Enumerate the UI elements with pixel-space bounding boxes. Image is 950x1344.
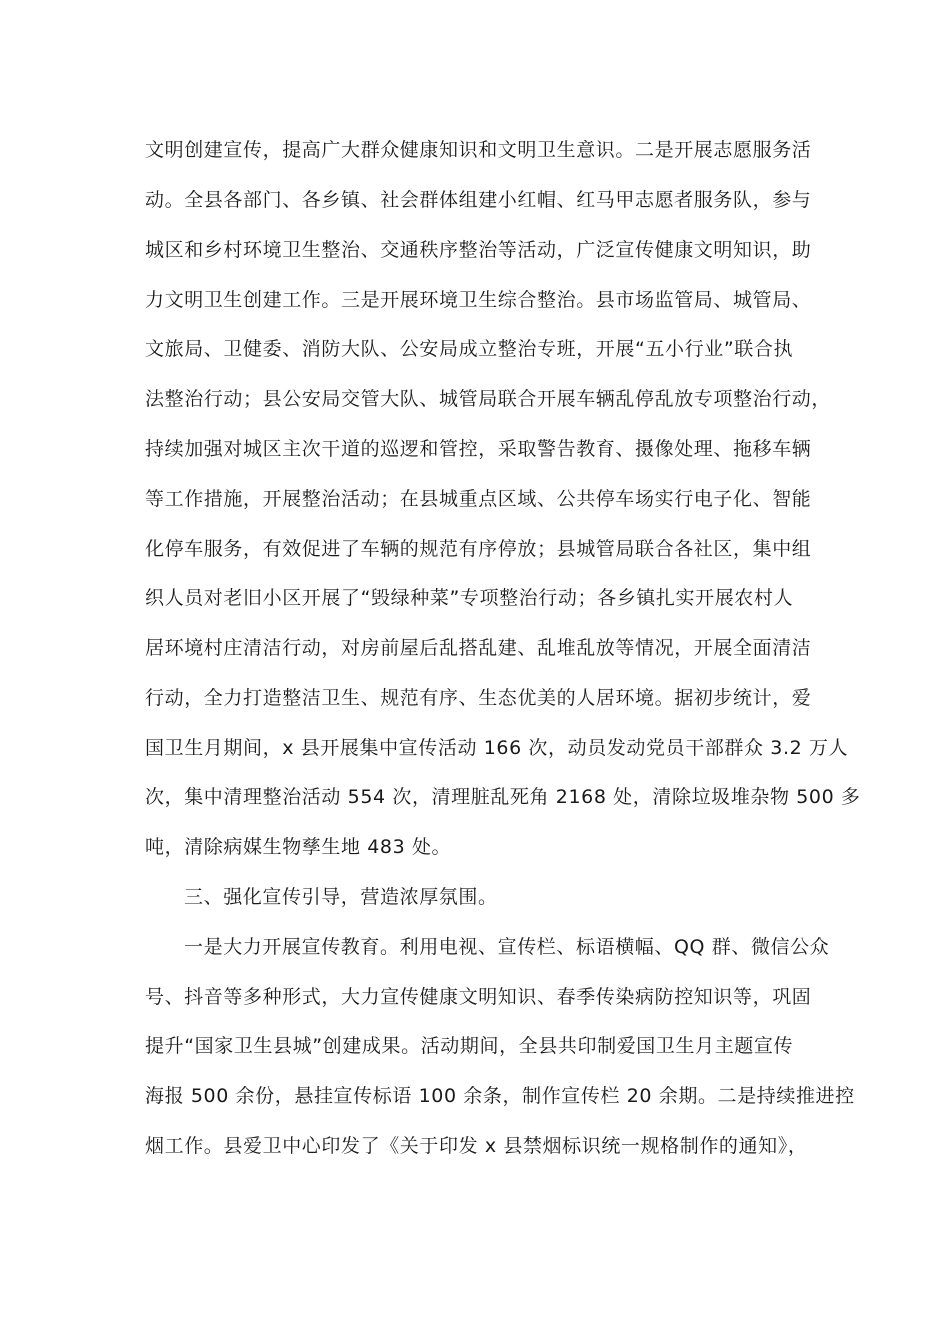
body-line: 力文明卫生创建工作。三是开展环境卫生综合整治。县市场监管局、城管局、 [145, 289, 812, 311]
body-line: 行动，全力打造整洁卫生、规范有序、生态优美的人居环境。据初步统计，爱 [145, 687, 812, 709]
body-line: 提升“国家卫生县城”创建成果。活动期间，全县共印制爱国卫生月主题宣传 [145, 1035, 794, 1057]
body-line: 织人员对老旧小区开展了“毁绿种菜”专项整治行动；各乡镇扎实开展农村人 [145, 587, 794, 609]
body-line: 法整治行动；县公安局交管大队、城管局联合开展车辆乱停乱放专项整治行动， [145, 388, 832, 410]
body-line: 城区和乡村环境卫生整治、交通秩序整治等活动，广泛宣传健康文明知识，助 [145, 239, 812, 261]
section-heading: 三、强化宣传引导，营造浓厚氛围。 [184, 886, 498, 908]
body-line: 文旅局、卫健委、消防大队、公安局成立整治专班，开展“五小行业”联合执 [145, 338, 794, 360]
body-line: 吨，清除病媒生物孳生地 483 处。 [145, 836, 452, 858]
body-line: 居环境村庄清洁行动，对房前屋后乱搭乱建、乱堆乱放等情况，开展全面清洁 [145, 637, 812, 659]
body-line: 烟工作。县爱卫中心印发了《关于印发 x 县禁烟标识统一规格制作的通知》， [145, 1135, 808, 1157]
body-line: 持续加强对城区主次干道的巡逻和管控，采取警告教育、摄像处理、拖移车辆 [145, 438, 812, 460]
body-line: 化停车服务，有效促进了车辆的规范有序停放；县城管局联合各社区，集中组 [145, 538, 812, 560]
body-line: 号、抖音等多种形式，大力宣传健康文明知识、春季传染病防控知识等，巩固 [145, 986, 812, 1008]
body-line: 海报 500 余份，悬挂宣传标语 100 余条，制作宣传栏 20 余期。二是持续推进控 [145, 1085, 855, 1107]
body-line: 次，集中清理整治活动 554 次，清理脏乱死角 2168 处，清除垃圾堆杂物 500 多 [145, 786, 861, 808]
body-line: 一是大力开展宣传教育。利用电视、宣传栏、标语横幅、QQ 群、微信公众 [184, 936, 830, 958]
body-line: 等工作措施，开展整治活动；在县城重点区域、公共停车场实行电子化、智能 [145, 488, 812, 510]
body-line: 文明创建宣传，提高广大群众健康知识和文明卫生意识。二是开展志愿服务活 [145, 139, 812, 161]
body-line: 国卫生月期间，x 县开展集中宣传活动 166 次，动员发动党员干部群众 3.2 万人 [145, 737, 849, 759]
body-line: 动。全县各部门、各乡镇、社会群体组建小红帽、红马甲志愿者服务队，参与 [145, 189, 812, 211]
